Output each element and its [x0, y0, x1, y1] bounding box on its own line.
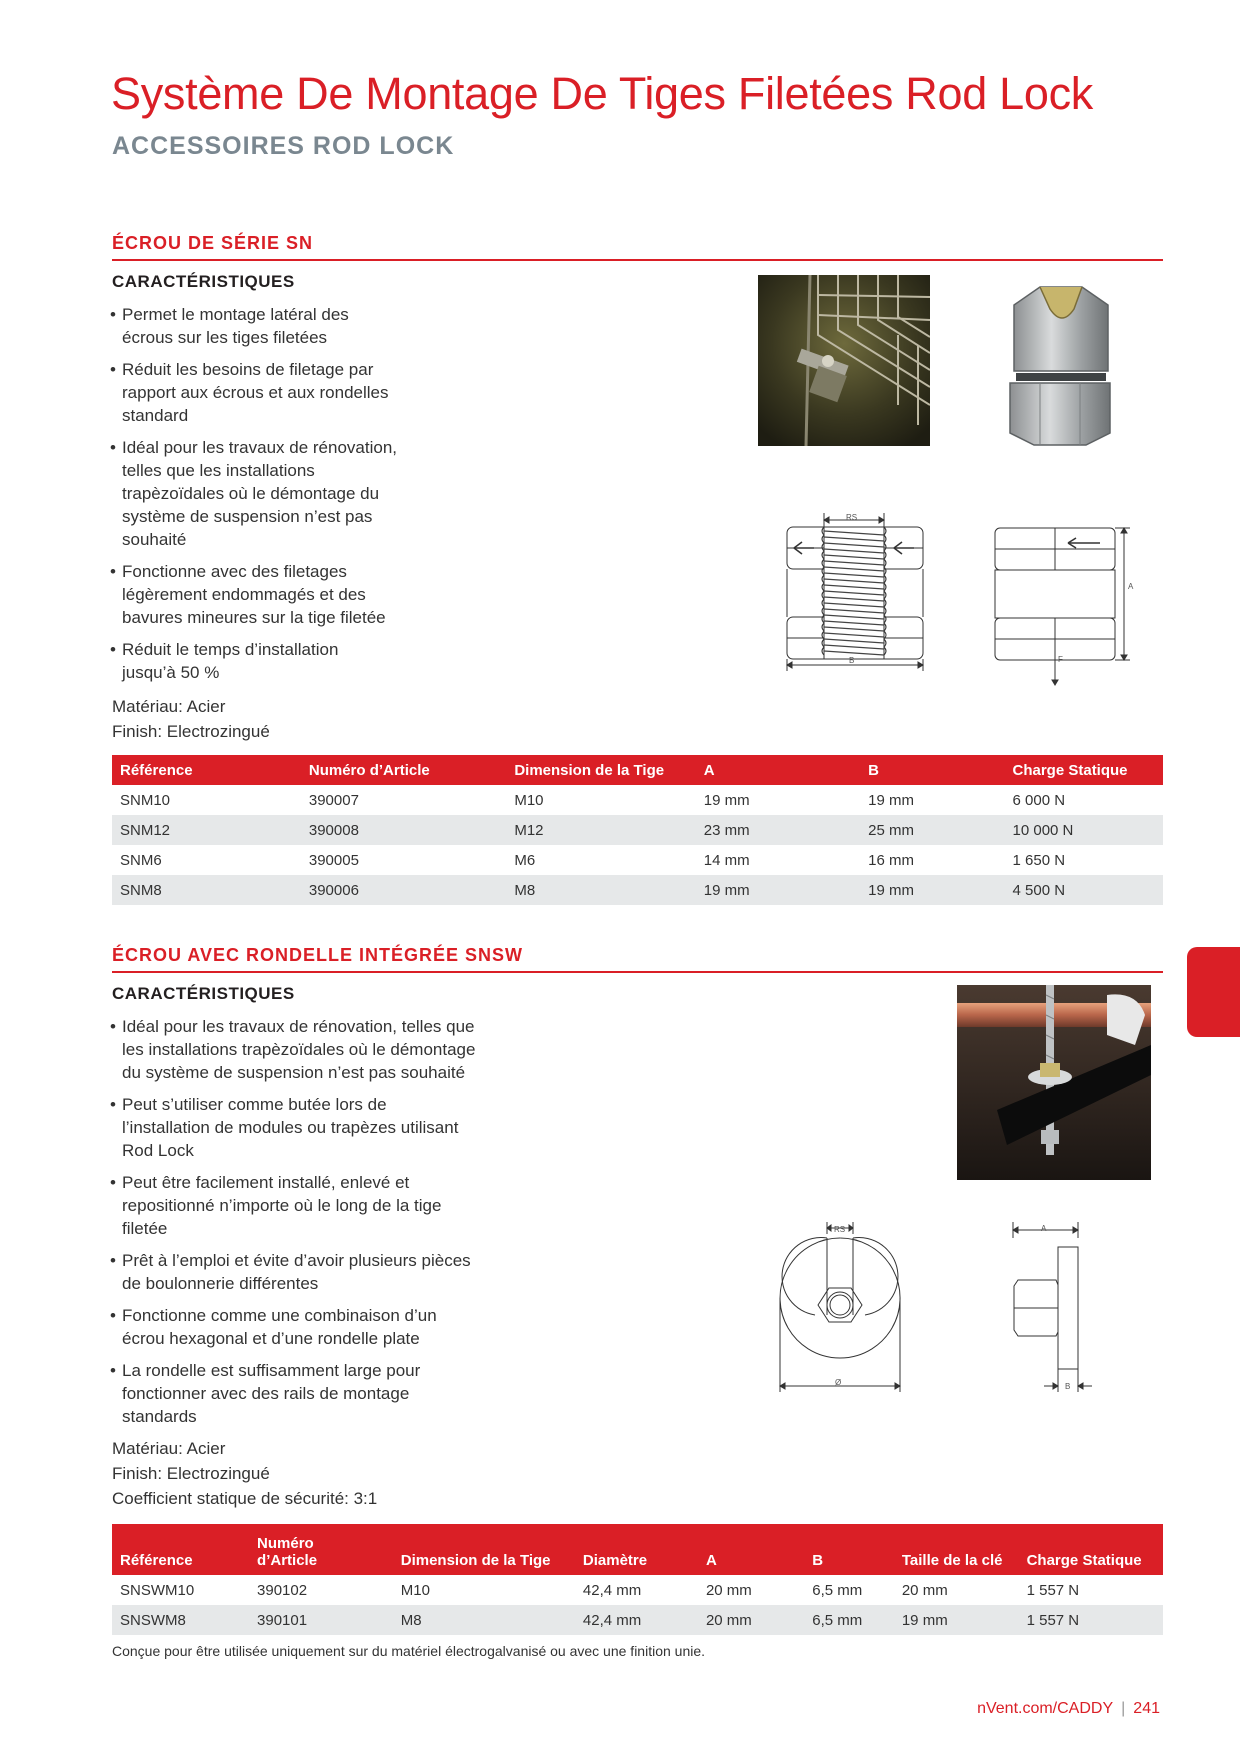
feature-line: système de suspension n’est pas [122, 507, 373, 526]
table-cell: 19 mm [703, 791, 750, 809]
table-cell: 390102 [257, 1581, 308, 1599]
table-cell: 14 mm [703, 851, 750, 869]
table-cell: SNM12 [112, 815, 301, 845]
table-cell: 19 mm [860, 875, 1004, 905]
feature-line: de boulonnerie différentes [122, 1274, 319, 1293]
footer-site-link[interactable]: nVent.com/CADDY [977, 1700, 1114, 1717]
feature-line: telles que les installations [122, 461, 315, 480]
table-cell: 19 mm [868, 791, 914, 809]
table-cell: 1 557 N [1026, 1581, 1080, 1599]
table-row [112, 785, 1163, 815]
feature-line: du système de suspension n’est pas souhaité [122, 1063, 466, 1082]
feature-item [110, 638, 550, 684]
feature-item [110, 358, 550, 427]
table-cell: 20 mm [698, 1605, 804, 1635]
table-cell: 42,4 mm [582, 1581, 642, 1599]
table-row [112, 1605, 1163, 1635]
feature-line: standard [122, 406, 189, 425]
material-sn: Matériau: Acier [112, 697, 226, 716]
column-header: Référence [112, 1524, 249, 1575]
feature-line: filetée [122, 1219, 168, 1238]
feature-item [110, 436, 550, 551]
table-cell: 20 mm [901, 1581, 948, 1599]
table-cell: 6,5 mm [812, 1581, 863, 1599]
page-number: 241 [1133, 1700, 1160, 1717]
table-cell: 19 mm [696, 875, 860, 905]
chapter-tab [1187, 947, 1240, 1037]
table-row [112, 815, 1163, 845]
feature-line: trapèzoïdales où le démontage du [122, 484, 380, 503]
table-cell: M12 [506, 815, 695, 845]
page-footer: nVent.com/CADDY | 241 [977, 1700, 1160, 1717]
dim-label-rs-snsw: RS [834, 1225, 846, 1234]
section-title-sn: ÉCROU DE SÉRIE SN [112, 233, 314, 253]
table-cell: 42,4 mm [575, 1605, 698, 1635]
table-cell: 4 500 N [1005, 875, 1164, 905]
table-cell: 16 mm [868, 851, 914, 869]
dim-label-a-sn: A [1128, 582, 1134, 591]
features-list-sn [110, 303, 550, 693]
feature-item [110, 1359, 530, 1428]
table-cell: 390007 [308, 791, 359, 809]
feature-line: Fonctionne avec des filetages [122, 562, 347, 581]
table-cell: 19 mm [894, 1605, 1019, 1635]
feature-line: écrou hexagonal et d’une rondelle plate [122, 1329, 420, 1348]
feature-line: Permet le montage latéral des [122, 305, 349, 324]
feature-line: repositionné n’importe où le long de la tige [122, 1196, 442, 1215]
feature-line: écrous sur les tiges filetées [122, 328, 328, 347]
finish-sn: Finish: Electrozingué [112, 722, 270, 741]
table-cell: SNM8 [112, 875, 301, 905]
safety-factor-snsw: Coefficient statique de sécurité: 3:1 [112, 1489, 378, 1508]
table-cell: M8 [506, 875, 695, 905]
table-cell: SNM6 [120, 851, 162, 869]
spec-table-snsw [112, 1524, 1163, 1635]
table-cell: M6 [514, 851, 536, 869]
material-snsw: Matériau: Acier [112, 1439, 226, 1458]
features-heading-sn: CARACTÉRISTIQUES [112, 272, 295, 291]
feature-line: standards [122, 1407, 197, 1426]
table-cell: 390008 [301, 815, 506, 845]
table-cell: M10 [400, 1581, 430, 1599]
feature-line: Peut s’utiliser comme butée lors de [122, 1095, 387, 1114]
feature-line: jusqu’à 50 % [122, 663, 220, 682]
column-header: Charge Statique [1005, 755, 1164, 785]
table-cell: M10 [514, 791, 544, 809]
feature-line: les installations trapèzoïdales où le démontage [122, 1040, 476, 1059]
photo-sn-nut [1000, 283, 1120, 447]
column-header: Référence [112, 755, 301, 785]
feature-line: Réduit les besoins de filetage par [122, 360, 374, 379]
dim-label-b-sn: B [849, 656, 855, 665]
spec-table-sn [112, 755, 1163, 905]
feature-item [110, 303, 550, 349]
table-cell: 390006 [301, 875, 506, 905]
feature-line: Rod Lock [122, 1141, 194, 1160]
diagram-snsw-front [770, 1220, 910, 1395]
page-subtitle: ACCESSOIRES ROD LOCK [112, 132, 455, 160]
table-cell: 20 mm [705, 1581, 752, 1599]
feature-line: Fonctionne comme une combinaison d’un [122, 1306, 437, 1325]
finish-snsw: Finish: Electrozingué [112, 1464, 270, 1483]
table-cell: 390101 [249, 1605, 393, 1635]
feature-line: Idéal pour les travaux de rénovation, telles que [122, 1017, 475, 1036]
diagram-sn-side [990, 525, 1140, 695]
table-cell: SNM10 [120, 791, 171, 809]
table-cell: M8 [393, 1605, 575, 1635]
column-header: A [698, 1524, 804, 1575]
photo-snsw-installation [957, 985, 1151, 1180]
feature-line: Peut être facilement installé, enlevé et [122, 1173, 410, 1192]
table-cell: 6 000 N [1012, 791, 1066, 809]
table-cell: 25 mm [860, 815, 1004, 845]
table-row [112, 875, 1163, 905]
feature-line: Réduit le temps d’installation [122, 640, 339, 659]
feature-line: Idéal pour les travaux de rénovation, [122, 438, 398, 457]
table-cell: 1 650 N [1012, 851, 1066, 869]
photo-sn-installation [758, 275, 930, 446]
table-row [112, 845, 1163, 875]
features-list-snsw [110, 1015, 530, 1437]
feature-line: bavures mineures sur la tige filetée [122, 608, 386, 627]
column-header: Charge Statique [1019, 1524, 1163, 1575]
column-header: B [804, 1524, 894, 1575]
feature-item [110, 1304, 530, 1350]
table-cell: SNSWM10 [120, 1581, 195, 1599]
column-header: Diamètre [575, 1524, 698, 1575]
column-header: A [696, 755, 860, 785]
dim-label-a-snsw: A [1041, 1224, 1047, 1233]
footnote-snsw: Conçue pour être utilisée uniquement sur du matériel électrogalvanisé ou avec une finition unie. [112, 1643, 706, 1659]
table-cell: SNSWM8 [112, 1605, 249, 1635]
dim-label-dia-snsw: Ø [835, 1378, 842, 1387]
feature-line: La rondelle est suffisamment large pour [122, 1361, 421, 1380]
section-rule-snsw [112, 971, 1163, 973]
feature-item [110, 1015, 530, 1084]
feature-line: l’installation de modules ou trapèzes utilisant [122, 1118, 459, 1137]
feature-item [110, 1171, 530, 1240]
column-header: Taille de la clé [894, 1524, 1019, 1575]
feature-line: fonctionner avec des rails de montage [122, 1384, 410, 1403]
column-header: Dimension de la Tige [506, 755, 695, 785]
table-row [112, 1575, 1163, 1605]
feature-line: légèrement endommagés et des [122, 585, 366, 604]
table-cell: 10 000 N [1005, 815, 1164, 845]
feature-item [110, 560, 550, 629]
feature-line: rapport aux écrous et aux rondelles [122, 383, 389, 402]
column-header: Numéro d’Article [249, 1524, 393, 1575]
section-title-snsw: ÉCROU AVEC RONDELLE INTÉGRÉE SNSW [112, 945, 524, 965]
features-heading-snsw: CARACTÉRISTIQUES [112, 984, 295, 1003]
table-cell: 23 mm [696, 815, 860, 845]
table-cell: 1 557 N [1019, 1605, 1163, 1635]
feature-item [110, 1249, 530, 1295]
page-title: Système De Montage De Tiges Filetées Rod Lock [111, 68, 1093, 119]
feature-line: Prêt à l’emploi et évite d’avoir plusieurs pièces [122, 1251, 471, 1270]
feature-line: souhaité [122, 530, 187, 549]
section-rule-sn [112, 259, 1163, 261]
dim-label-f-sn: F [1058, 655, 1063, 664]
feature-item [110, 1093, 530, 1162]
column-header: Numéro d’Article [301, 755, 506, 785]
column-header: Dimension de la Tige [393, 1524, 575, 1575]
diagram-snsw-side [1008, 1220, 1098, 1395]
dim-label-rs-sn: RS [846, 513, 858, 522]
table-cell: 390005 [308, 851, 359, 869]
dim-label-b-snsw: B [1065, 1382, 1071, 1391]
table-cell: 6,5 mm [804, 1605, 894, 1635]
diagram-sn-front [780, 505, 930, 675]
column-header: B [860, 755, 1004, 785]
